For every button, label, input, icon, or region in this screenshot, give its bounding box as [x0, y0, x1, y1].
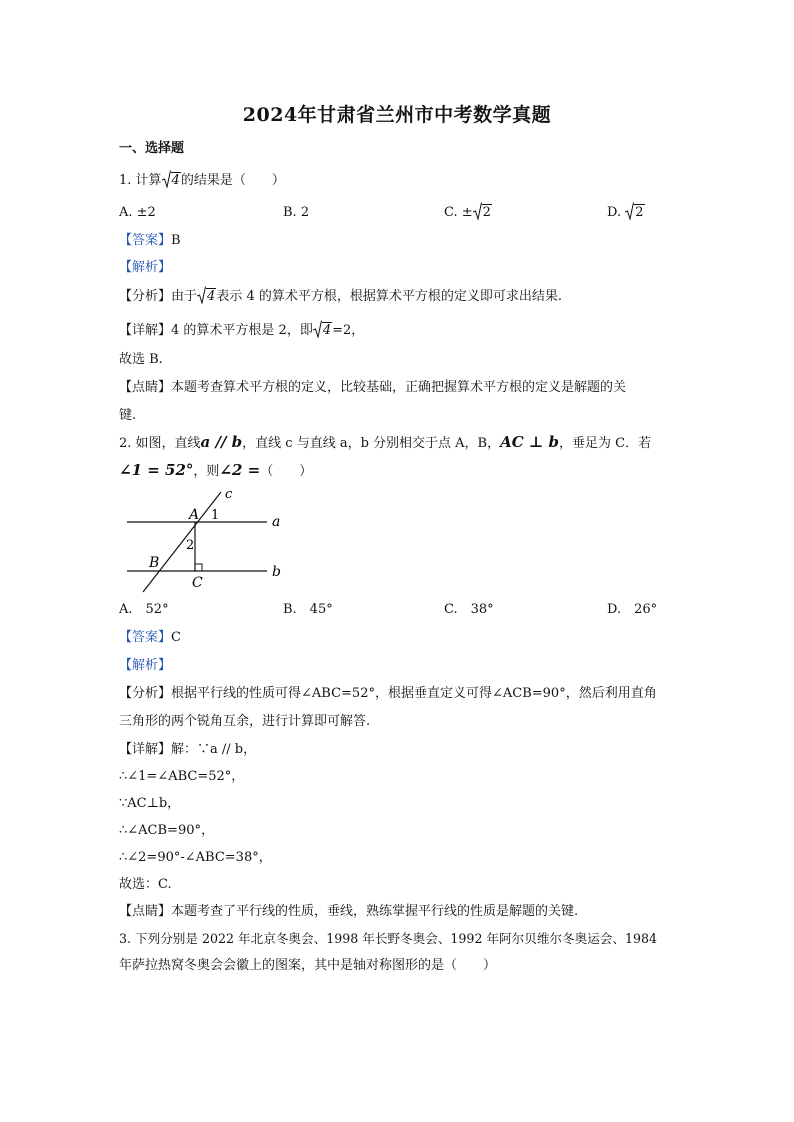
q1-option-c: C. ± 2 [444, 204, 492, 222]
q1-radicand: 4 [171, 173, 180, 188]
q1-choose: 故选 B. [119, 352, 163, 367]
q2-option-a: A. 52° [119, 602, 169, 617]
label-line-b: b [272, 564, 281, 580]
section-heading: 一、选择题 [119, 141, 185, 156]
label-angle-2: 2 [186, 538, 195, 553]
q1-stem [119, 172, 285, 190]
q3-stem-line1: 3. 下列分别是 2022 年北京冬奥会、1998 年长野冬奥会、1992 年阿尔贝维尔冬奥运会、1984 [119, 931, 658, 946]
sqrt-symbol: 2 [625, 204, 644, 222]
label-point-a: A [189, 507, 200, 523]
q2-step-4: ∴∠2=90°-∠ABC=38°， [119, 850, 272, 865]
q1-option-a: A. ±2 [119, 205, 156, 220]
label-line-a: a [272, 514, 281, 530]
q1-stem-pre: 1. 计算 [119, 173, 162, 188]
page-title: 2024年甘肃省兰州市中考数学真题 [242, 104, 552, 126]
q2-stem-line2: ∠1 = 52°，则∠2 =（ ） [119, 461, 313, 479]
q3-stem-line2: 年萨拉热窝冬奥会会徽上的图案，其中是轴对称图形的是（ ） [119, 958, 497, 973]
q2-stem-line1: 2. 如图，直线a // b，直线 c 与直线 a，b 分别相交于点 A，B，AC ⊥ b，垂足为 C．若 [119, 433, 652, 451]
q1-analysis-label: 【解析】 [119, 260, 172, 275]
label-point-b: B [149, 555, 160, 571]
q1-dianjing: 【点睛】本题考查算术平方根的定义，比较基础，正确把握算术平方根的定义是解题的关 [119, 380, 627, 395]
q1-option-d: D. 2 [607, 204, 645, 222]
q2-step-3: ∴∠ACB=90°， [119, 823, 214, 838]
q2-option-d: D. 26° [607, 602, 658, 617]
q2-option-c: C. 38° [444, 602, 494, 617]
q1-fenxi: 【分析】由于 4表示 4 的算术平方根，根据算术平方根的定义即可求出结果. [119, 288, 562, 306]
q1-stem-post: 的结果是（ ） [180, 173, 285, 188]
q2-dianjing: 【点睛】本题考查了平行线的性质，垂线，熟练掌握平行线的性质是解题的关键. [119, 904, 579, 919]
q1-dianjing-cont: 键. [119, 408, 137, 423]
q2-answer: 【答案】C [119, 630, 181, 645]
q2-step-2: ∵AC⊥b， [119, 796, 181, 811]
label-c-line: c [225, 487, 233, 502]
q2-geometry-figure [119, 484, 294, 594]
q2-step-1: ∴∠1=∠ABC=52°， [119, 769, 245, 784]
sqrt-symbol: 4 [197, 288, 216, 306]
sqrt-symbol: 2 [473, 204, 492, 222]
q2-analysis-label: 【解析】 [119, 658, 172, 673]
q2-fenxi: 【分析】根据平行线的性质可得∠ABC=52°，根据垂直定义可得∠ACB=90°，然后利用直角 [119, 686, 657, 701]
sqrt-symbol [162, 172, 181, 190]
sqrt-symbol: 4 [313, 322, 332, 340]
q2-fenxi-cont: 三角形的两个锐角互余，进行计算即可解答. [119, 714, 371, 729]
q1-answer: 【答案】B [119, 233, 181, 248]
label-point-c: C [192, 575, 203, 591]
q1-xiangjie: 【详解】4 的算术平方根是 2，即 4=2， [119, 322, 364, 340]
q2-xiangjie: 【详解】解：∵a // b， [119, 742, 257, 757]
right-angle-mark [195, 564, 202, 571]
q2-choose: 故选：C. [119, 877, 172, 892]
q2-option-b: B. 45° [283, 602, 333, 617]
label-angle-1: 1 [211, 508, 220, 523]
line-c [143, 492, 221, 592]
q1-option-b: B. 2 [283, 205, 310, 220]
